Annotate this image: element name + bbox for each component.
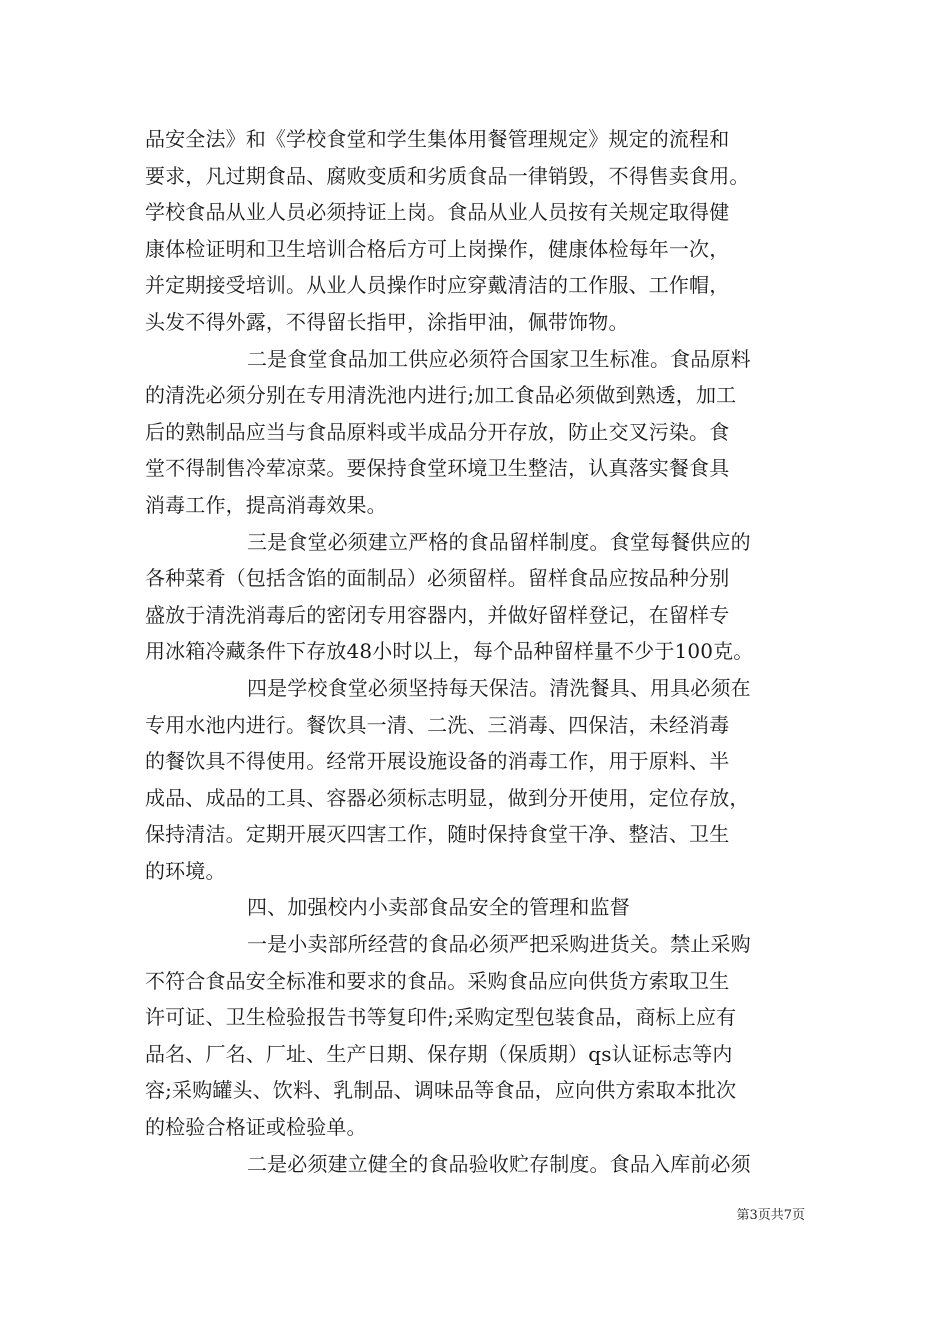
text-line: 的检验合格证或检验单。 (145, 1115, 367, 1140)
text-line: 品安全法》和《学校食堂和学生集体用餐管理规定》规定的流程和 (145, 127, 730, 151)
text-line: 康体检证明和卫生培训合格后方可上岗操作，健康体检每年一次， (145, 236, 730, 261)
text-line: 用冰箱冷藏条件下存放48小时以上，每个品种留样量不少于100克。 (145, 639, 754, 664)
text-line: 头发不得外露，不得留长指甲，涂指甲油，佩带饰物。 (145, 309, 629, 334)
text-line: 许可证、卫生检验报告书等复印件;采购定型包装食品，商标上应有 (145, 1005, 737, 1030)
text-line: 要求，凡过期食品、腐败变质和劣质食品一律销毁，不得售卖食用。 (145, 163, 750, 188)
text-line: 专用水池内进行。餐饮具一清、二洗、三消毒、四保洁，未经消毒 (145, 712, 730, 737)
text-line: 容;采购罐头、饮料、乳制品、调味品等食品，应向供方索取本批次 (145, 1078, 737, 1103)
text-line: 保持清洁。定期开展灭四害工作，随时保持食堂干净、整洁、卫生 (145, 822, 730, 847)
text-line: 各种菜肴（包括含馅的面制品）必须留样。留样食品应按品种分别 (145, 566, 730, 591)
text-line: 不符合食品安全标准和要求的食品。采购食品应向供货方索取卫生 (145, 968, 730, 993)
body-text (145, 121, 807, 1182)
text-line: 的清洗必须分别在专用清洗池内进行;加工食品必须做到熟透，加工 (145, 383, 737, 408)
paragraph-start-line: 四是学校食堂必须坚持每天保洁。清洗餐具、用具必须在 (247, 675, 751, 700)
text-line: 盛放于清洗消毒后的密闭专用容器内，并做好留样登记，在留样专 (145, 602, 730, 627)
text-line: 后的熟制品应当与食品原料或半成品分开存放，防止交叉污染。食 (145, 419, 730, 444)
text-line: 并定期接受培训。从业人员操作时应穿戴清洁的工作服、工作帽， (145, 273, 730, 298)
paragraph-start-line: 二是食堂食品加工供应必须符合国家卫生标准。食品原料 (247, 346, 751, 371)
text-line: 成品、成品的工具、容器必须标志明显，做到分开使用，定位存放， (145, 785, 750, 810)
page-number-footer: 第3页共7页 (736, 1208, 805, 1223)
paragraph-start-line: 二是必须建立健全的食品验收贮存制度。食品入库前必须 (247, 1151, 751, 1176)
paragraph-start-line: 一是小卖部所经营的食品必须严把采购进货关。禁止采购 (247, 932, 751, 957)
text-line: 消毒工作，提高消毒效果。 (145, 492, 387, 517)
text-line: 学校食品从业人员必须持证上岗。食品从业人员按有关规定取得健 (145, 200, 730, 225)
paragraph-start-line: 三是食堂必须建立严格的食品留样制度。食堂每餐供应的 (247, 529, 751, 554)
text-line: 的餐饮具不得使用。经常开展设施设备的消毒工作，用于原料、半 (145, 749, 730, 774)
text-line: 堂不得制售冷荤凉菜。要保持食堂环境卫生整洁，认真落实餐食具 (145, 456, 730, 481)
text-line: 品名、厂名、厂址、生产日期、保存期（保质期）qs认证标志等内 (145, 1041, 733, 1066)
section-heading: 四、加强校内小卖部食品安全的管理和监督 (247, 895, 630, 920)
text-line: 的环境。 (145, 858, 226, 883)
